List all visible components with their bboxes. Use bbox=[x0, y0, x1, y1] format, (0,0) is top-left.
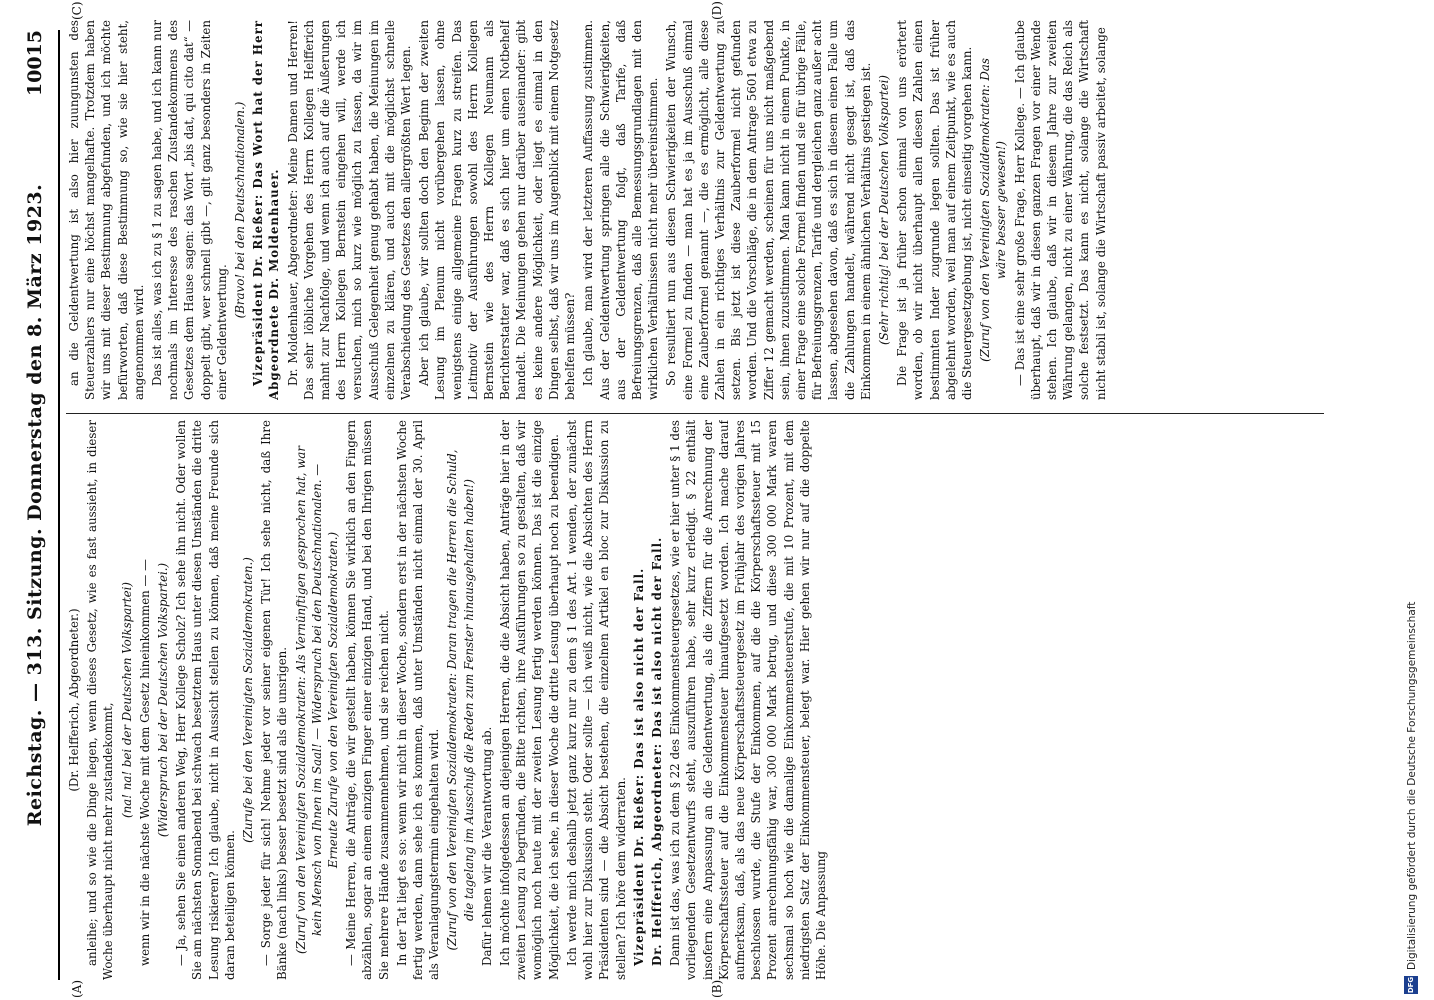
paragraph: Ich glaube, man wird der letzteren Auffassung zustimmen. Aus der Geldentwertung springen alle die Schwierigkeiten, aus der Geldentwertung folgt, daß Tarife, daß Befreiungsgrenzen, daß alle Bemessungsgrundlagen mit den wirklichen Verhältnissen nicht mehr übereinstimmen. bbox=[581, 20, 661, 400]
paragraph: Aber ich glaube, wir sollten doch den Beginn der zweiten Lesung im Plenum nicht vorübergehen lassen, ohne wenigstens einige allgemeine Fragen kurz zu streifen. Das Leitmotiv der Ausführungen sowohl des Herrn Kollegen Bernstein wie des Herrn Kollegen Neumann als Berichterstatter war, daß es sich hier um einen Notbehelf handelt. Die Meinungen gehen nur darüber auseinander: gibt es keine andere Möglichkeit, oder liegt es einmal in den Dingen selbst, daß wir uns im Augenblick mit einem Notgesetz behelfen müssen? bbox=[417, 20, 578, 400]
paragraph: Dafür lehnen wir die Verantwortung ab. bbox=[479, 726, 494, 966]
dfg-logo-icon: DFG bbox=[1404, 976, 1418, 994]
margin-mark-b: (B) bbox=[710, 979, 724, 998]
margin-mark-a: (A) bbox=[70, 979, 84, 998]
right-column bbox=[66, 20, 1324, 400]
speaker-line: Vizepräsident Dr. Rießer: Das Wort hat der Herr Abgeordnete Dr. Moldenhauer. bbox=[251, 20, 282, 400]
paragraph: Das ist alles, was ich zu § 1 zu sagen habe, und ich kann nur nochmals im Interesse des raschen Zustandekommens des Gesetzes dem Hause sagen: das Wort „bis dat, qui cito dat“ — doppelt gibt, wer schnell gibt —, gilt ganz besonders in Zeiten einer Geldentwertung. bbox=[150, 20, 229, 400]
page-number: 10015 bbox=[24, 30, 46, 97]
paragraph: — Ja, sehen Sie einen anderen Weg, Herr Kollege Scholz? Ich sehe ihn nicht. Oder wollen Sie am nächsten Sonnabend bei schwach besetztem Haus unter diesen Umständen die dritte Lesung riskieren? Ich glaube, nicht in Aussicht stellen zu können, daß meine Freunde sich daran beteiligen können. bbox=[174, 420, 237, 980]
paragraph: In der Tat liegt es so: wenn wir nicht in dieser Woche, sondern erst in der nächsten Woche fertig werden, dann sehe ich es kommen, daß unter Umständen nicht einmal der 30. April als Veranlagungstermin eingehalten wird. bbox=[394, 420, 442, 980]
paragraph: Die Frage ist ja früher schon einmal von uns erörtert worden, ob wir nicht überhaupt allen diesen Zahlen einen bestimmten Inder zugrunde legen sollten. Das ist früher abgelehnt worden, weil man auf einem Zeitpunkt, wie es auch die Steuergesetzgebung ist, nicht einseitig vorgehen kann. bbox=[895, 20, 974, 400]
footer-credit: Digitalisierung gefördert durch die Deutsche Forschungsgemeinschaft bbox=[1406, 601, 1418, 970]
speaker-line: Vizepräsident Dr. Rießer: Das ist also nicht der Fall. bbox=[631, 567, 646, 966]
interjection: (Zuruf von den Vereinigten Sozialdemokraten: Als Vernünftigen gesprochen hat, war kein Mensch von Ihnen im Saal! — Widerspruch bei den Deutschnationalen. — Erneute Zurufe von den Vereinigten Sozialdemokraten.) bbox=[293, 446, 341, 954]
paragraph: an die Geldentwertung ist also hier zuungunsten des Steuerzahlers nur eine höchst mangelhafte. Trotzdem haben wir uns mit dieser Bestimmung abgefunden, und ich möchte befürworten, daß diese Bestimmung so, wie sie hier steht, angenommen wird. bbox=[67, 20, 146, 400]
interjection: (Zuruf von den Vereinigten Sozialdemokraten: Das wäre besser gewesen!) bbox=[978, 58, 1009, 362]
paragraph: — Das ist eine sehr große Frage, Herr Kollege. — Ich glaube überhaupt, daß wir in diesen ganzen Fragen vor einer Wende stehen. Ich glaube, daß wir in diesem Jahre zur zweiten Währung gelangen, nicht zu einer Währung, die das Reich als solche festsetzt. Das kann es nicht, solange die Wirtschaft nicht stabil ist, solange die Wirtschaft passiv arbeitet, solange bbox=[1012, 20, 1108, 400]
interjection: (Zurufe bei den Vereinigten Sozialdemokraten.) bbox=[241, 557, 256, 843]
left-column bbox=[66, 420, 1324, 980]
interjection: (Widerspruch bei der Deutschen Volkspartei.) bbox=[156, 562, 171, 838]
interjection: (na! na! bei der Deutschen Volkspartei) bbox=[119, 581, 134, 819]
header-title: Reichstag. — 313. Sitzung. Donnerstag den 8. März 1923. bbox=[24, 183, 46, 827]
page-header bbox=[18, 30, 60, 980]
paragraph: — Sorge jeder für sich! Nehme jeder vor seiner eigenen Tür! Ich sehe nicht, daß Ihre Bänke (nach links) besser besetzt sind als die unsrigen. bbox=[259, 420, 290, 980]
speaker-line: Dr. Helfferich, Abgeordneter: Das ist also nicht der Fall. bbox=[649, 536, 664, 966]
column-divider bbox=[66, 413, 1324, 414]
paragraph: anleihe; und so wie die Dinge liegen, wenn dieses Gesetz, wie es fast aussieht, in dieser Woche überhaupt nicht mehr zustandekommt, bbox=[85, 420, 116, 980]
interjection: (Sehr richtig! bei der Deutschen Volkspartei) bbox=[876, 75, 891, 346]
paragraph: So resultiert nun aus diesen Schwierigkeiten der Wunsch, eine Formel zu finden — man hat es ja im Ausschuß einmal eine Zauberformel genannt —, die es ermöglicht, alle diese Zahlen in ein richtiges Verhältnis zur Geldentwertung zu setzen. Bis jetzt ist diese Zauberformel nicht gefunden worden. Und die Vorschläge, die in dem Antrage 5601 etwa zu Ziffer 12 gemacht werden, scheinen für uns nicht maßgebend sein, ihnen zuzustimmen. Man kann nicht in einem Punkte, in einer Frage eine solche Formel finden und sie für übrige Fälle, für Befreiungsgrenzen, Tarife und dergleichen ganz außer acht lassen, abgesehen davon, daß es sich in diesem einen Falle um die Zahlungen handelt, während nicht gesagt ist, daß das Einkommen in einem ähnlichen Verhältnis gestiegen ist. bbox=[664, 20, 873, 400]
interjection: (Zuruf von den Vereinigten Sozialdemokraten: Daran tragen die Herren die Schuld, die tagelang im Ausschuß die Reden zum Fenster hinausgehalten haben!) bbox=[445, 449, 476, 951]
paragraph: — Meine Herren, die Anträge, die wir gestellt haben, können Sie wirklich an den Fingern abzählen, sogar an einem einzigen Finger einer einzigen Hand, und bei den Ihrigen müssen Sie mehrere Hände zusammennehmen, und sie reichen nicht. bbox=[344, 420, 391, 980]
margin-mark-d: (D) bbox=[710, 1, 724, 20]
paragraph: Dann ist das, was ich zu dem § 22 des Einkommensteuergesetzes, wie er hier unter § 1 des vorliegenden Gesetzentwurfs steht, auszuführen habe, sehr kurz erledigt. § 22 enthält insofern eine Anpassung an die Geldentwertung, als die Ziffern für die Anrechnung der Körperschaftssteuer auf die Einkommensteuer hinaufgesetzt worden. Ich mache darauf aufmerksam, daß, als das neue Körperschaftssteuergesetz im Frühjahr des vorigen Jahres beschlossen wurde, die Stufe der Einkommen, auf die die Körperschaftssteuer mit 15 Prozent anrechnungsfähig war, 300 000 Mark betrug, und diese 300 000 Mark waren sechsmal so hoch wie die damalige Einkommensteuerstufe, die mit 10 Prozent, mit dem niedrigsten Satz der Einkommensteuer, belegt war. Hier gehen wir nur auf die doppelte Höhe. Die Anpassung bbox=[668, 420, 828, 980]
footer bbox=[1402, 0, 1424, 1000]
column-speaker-header: (Dr. Helfferich, Abgeordneter.) bbox=[67, 608, 81, 792]
paragraph: Ich möchte infolgedessen an diejenigen Herren, die die Absicht haben, Anträge hier in der zweiten Lesung zu begründen, die Bitte richten, ihre Ausführungen so zu gestalten, daß wir womöglich noch heute mit der zweiten Lesung fertig werden können. Das ist die einzige Möglichkeit, die ich sehe, in dieser Woche die dritte Lesung überhaupt noch zu beendigen. bbox=[498, 420, 561, 980]
interjection: (Bravo! bei den Deutschnationalen.) bbox=[233, 101, 248, 319]
paragraph: Dr. Moldenhauer, Abgeordneter: Meine Damen und Herren! Das sehr löbliche Vorgehen des Herrn Kollegen Helfferich mahnt zur Nachfolge, und wenn ich auch auf die Äußerungen des Herrn Kollegen Bernstein eingehen will, werde ich versuchen, mich so kurz wie möglich zu fassen, da wir im Ausschuß Gelegenheit genug gehabt haben, die Meinungen im einzelnen zu klären, und auch mit die möglichst schnelle Verabschiedung des Gesetzes den allergrößten Wert legen. bbox=[285, 20, 414, 400]
margin-mark-c: (C) bbox=[70, 1, 84, 20]
paragraph: Ich werde mich deshalb jetzt ganz kurz nur zu dem § 1 des Art. 1 wenden, der zunächst wohl hier zur Diskussion steht. Oder sollte — ich weiß nicht, wie die Absichten des Herrn Präsidenten sind — die Absicht bestehen, die einzelnen Artikel en bloc zur Diskussion zu stellen? Ich höre dem widerraten. bbox=[564, 420, 628, 980]
paragraph: wenn wir in die nächste Woche mit dem Gesetz hineinkommen — — bbox=[137, 559, 152, 966]
